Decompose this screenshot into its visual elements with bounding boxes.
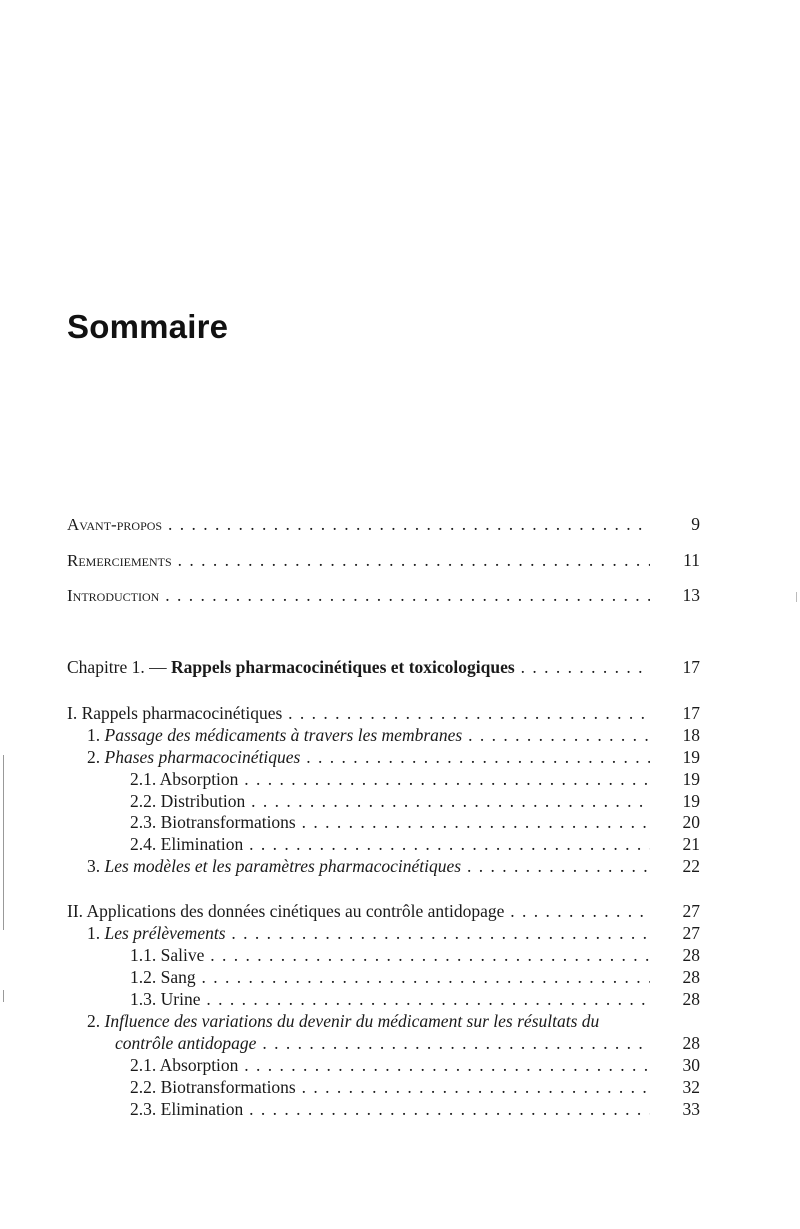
chapter-prefix: Chapitre 1. — (67, 657, 172, 677)
entry-label: Distribution (160, 791, 246, 811)
toc-entry-page: 21 (682, 834, 700, 854)
entry-number: 2.1. (130, 769, 157, 789)
entry-label: Elimination (160, 1099, 244, 1119)
toc-subentry[interactable] (0, 1097, 800, 1121)
entry-label: Urine (160, 989, 201, 1009)
section-label: Applications des données cinétiques au contrôle antidopage (86, 901, 505, 921)
section-number: II. (67, 901, 84, 921)
entry-label-continued: contrôle antidopage (115, 1033, 257, 1053)
entry-label: Salive (160, 945, 205, 965)
toc-subentry[interactable] (0, 832, 800, 856)
toc-entry-label: Remerciements (67, 551, 172, 570)
toc-subentry[interactable] (0, 965, 800, 989)
toc-entry-page: 19 (682, 791, 700, 811)
toc-entry-page: 33 (682, 1099, 700, 1119)
entry-number: 2.3. (130, 812, 157, 832)
scan-edge-mark (796, 592, 797, 602)
toc-subentry[interactable] (0, 767, 800, 791)
entry-number: 1.1. (130, 945, 157, 965)
toc-entry-page: 9 (691, 514, 700, 534)
toc-entry-page: 19 (682, 747, 700, 767)
toc-entry-avant-propos[interactable] (0, 512, 800, 536)
toc-entry-line2[interactable] (0, 1031, 800, 1055)
entry-label: Absorption (159, 769, 239, 789)
entry-label: Biotransformations (160, 1077, 296, 1097)
entry-label: Elimination (160, 834, 244, 854)
section-number: I. (67, 703, 78, 723)
toc-entry-page: 27 (682, 923, 700, 943)
toc-subentry[interactable] (0, 987, 800, 1011)
toc-subentry[interactable] (0, 810, 800, 834)
toc-entry-page: 17 (682, 703, 700, 723)
toc-section-1[interactable] (0, 701, 800, 725)
toc-entry-page: 27 (682, 901, 700, 921)
entry-label: Absorption (159, 1055, 239, 1075)
toc-entry-page: 22 (682, 856, 700, 876)
scan-edge-mark (3, 755, 4, 930)
entry-number: 1. (87, 725, 101, 745)
section-label: Rappels pharmacocinétiques (81, 703, 283, 723)
toc-subentry[interactable] (0, 1053, 800, 1077)
entry-label: Phases pharmacocinétiques (104, 747, 301, 767)
toc-entry-page: 17 (682, 657, 700, 677)
entry-number: 2.2. (130, 1077, 157, 1097)
entry-number: 2. (87, 1011, 101, 1031)
entry-number: 2.1. (130, 1055, 157, 1075)
chapter-title: Rappels pharmacocinétiques et toxicologiques (171, 657, 515, 677)
toc-entry-page: 30 (682, 1055, 700, 1075)
entry-number: 2. (87, 747, 101, 767)
toc-entry[interactable] (0, 921, 800, 945)
toc-section-2[interactable] (0, 899, 800, 923)
entry-label: Sang (160, 967, 196, 987)
toc-entry[interactable] (0, 723, 800, 747)
entry-number: 2.3. (130, 1099, 157, 1119)
toc-entry-label: Avant-propos (67, 515, 163, 534)
toc-entry-page: 28 (682, 989, 700, 1009)
entry-label: Passage des médicaments à travers les membranes (104, 725, 463, 745)
entry-label: Les modèles et les paramètres pharmacocinétiques (104, 856, 462, 876)
toc-entry-page: 20 (682, 812, 700, 832)
toc-entry-line1[interactable] (0, 1009, 800, 1033)
toc-entry-label: Introduction (67, 586, 160, 605)
page-title: Sommaire (67, 308, 229, 345)
toc-subentry[interactable] (0, 1075, 800, 1099)
toc-entry[interactable] (0, 745, 800, 769)
toc-entry-page: 13 (682, 585, 700, 605)
toc-entry-page: 18 (682, 725, 700, 745)
toc-entry-page: 28 (682, 967, 700, 987)
toc-entry-introduction[interactable] (0, 583, 800, 607)
entry-number: 3. (87, 856, 101, 876)
toc-chapter-1[interactable] (0, 655, 800, 679)
entry-label: Les prélèvements (104, 923, 226, 943)
toc-entry-page: 32 (682, 1077, 700, 1097)
toc-entry-page: 11 (683, 550, 700, 570)
toc-entry-page: 28 (682, 1033, 700, 1053)
toc-entry[interactable] (0, 854, 800, 878)
toc-entry-remerciements[interactable] (0, 548, 800, 572)
scan-edge-mark (3, 990, 4, 1002)
entry-number: 2.4. (130, 834, 157, 854)
entry-number: 1.2. (130, 967, 157, 987)
toc-entry-page: 28 (682, 945, 700, 965)
entry-number: 2.2. (130, 791, 157, 811)
entry-label: Influence des variations du devenir du médicament sur les résultats du (104, 1011, 600, 1031)
toc-subentry[interactable] (0, 943, 800, 967)
entry-number: 1. (87, 923, 101, 943)
entry-label: Biotransformations (160, 812, 296, 832)
entry-number: 1.3. (130, 989, 157, 1009)
toc-entry-page: 19 (682, 769, 700, 789)
